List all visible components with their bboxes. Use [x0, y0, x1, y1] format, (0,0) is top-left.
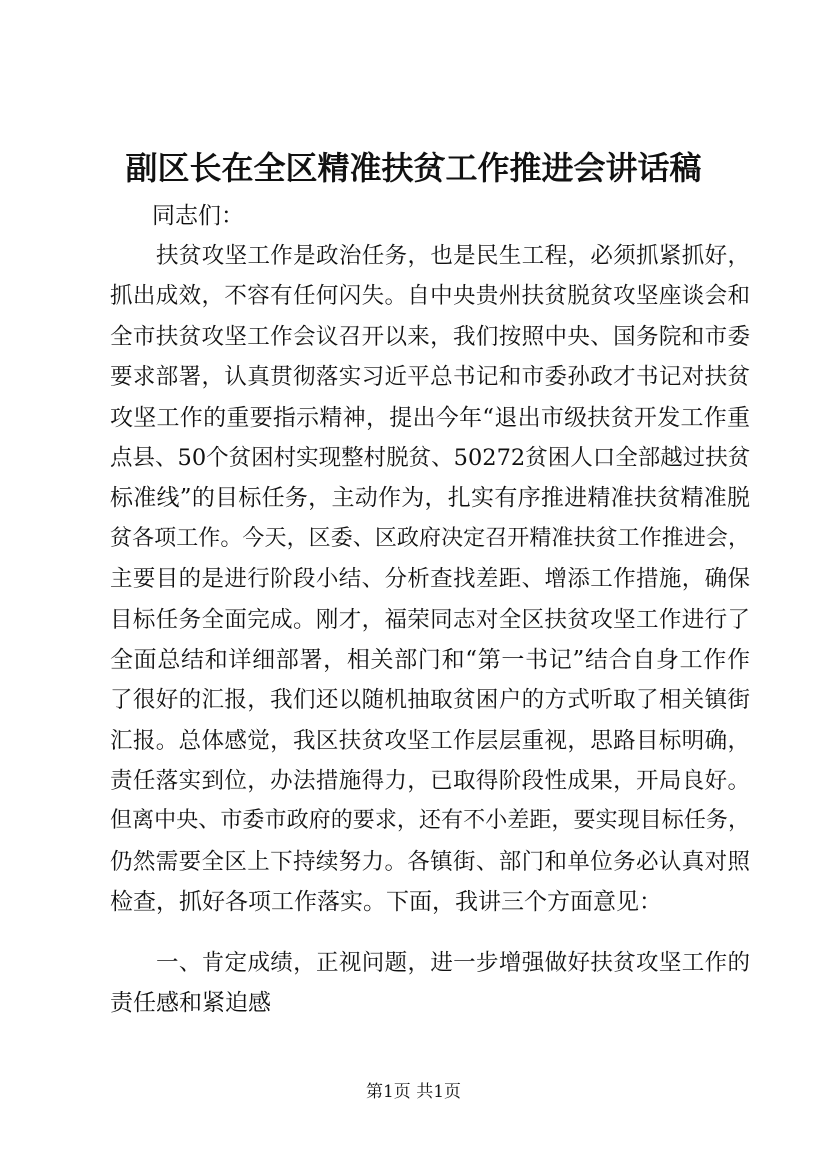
salutation: 同志们：	[152, 203, 244, 229]
paragraph-line: 全面总结和详细部署，相关部门和“第一书记”结合自身工作作	[110, 646, 750, 673]
section-heading-line: 责任感和紧迫感	[110, 990, 271, 1017]
page-footer: 第1页 共1页	[365, 1082, 462, 1102]
paragraph-line: 全市扶贫攻坚工作会议召开以来，我们按照中央、国务院和市委	[110, 323, 750, 350]
paragraph-line: 贫各项工作。今天，区委、区政府决定召开精准扶贫工作推进会，	[110, 525, 750, 551]
paragraph-line: 了很好的汇报，我们还以随机抽取贫困户的方式听取了相关镇街	[110, 687, 750, 714]
paragraph-line: 要求部署，认真贯彻落实习近平总书记和市委孙政才书记对扶贫	[110, 364, 750, 391]
section-heading-1	[110, 943, 750, 1024]
document-title: 副区长在全区精准扶贫工作推进会讲话稿	[125, 149, 702, 187]
paragraph-line: 仍然需要全区上下持续努力。各镇街、部门和单位务必认真对照	[110, 848, 750, 875]
paragraph-line: 抓出成效，不容有任何闪失。自中央贵州扶贫脱贫攻坚座谈会和	[110, 283, 750, 310]
paragraph-line: 扶贫攻坚工作是政治任务，也是民生工程，必须抓紧抓好，	[156, 243, 750, 269]
paragraph-line: 汇报。总体感觉，我区扶贫攻坚工作层层重视，思路目标明确，	[110, 727, 750, 754]
paragraph-line: 标准线”的目标任务，主动作为，扎实有序推进精准扶贫精准脱	[110, 485, 750, 512]
paragraph-line: 检查，抓好各项工作落实。下面，我讲三个方面意见：	[110, 889, 662, 916]
paragraph-line: 目标任务全面完成。刚才，福荣同志对全区扶贫攻坚工作进行了	[110, 606, 750, 633]
paragraph-line: 但离中央、市委市政府的要求，还有不小差距，要实现目标任务，	[110, 808, 750, 834]
paragraph-line: 主要目的是进行阶段小结、分析查找差距、增添工作措施，确保	[110, 566, 750, 593]
section-heading-line: 一、肯定成绩，正视问题，进一步增强做好扶贫攻坚工作的	[156, 950, 750, 976]
paragraph-line: 责任落实到位，办法措施得力，已取得阶段性成果，开局良好。	[110, 768, 750, 795]
paragraph-line: 攻坚工作的重要指示精神，提出今年“退出市级扶贫开发工作重	[110, 404, 750, 431]
paragraph-line: 点县、50个贫困村实现整村脱贫、50272贫困人口全部越过扶贫	[110, 444, 751, 471]
paragraph-1	[110, 236, 750, 923]
